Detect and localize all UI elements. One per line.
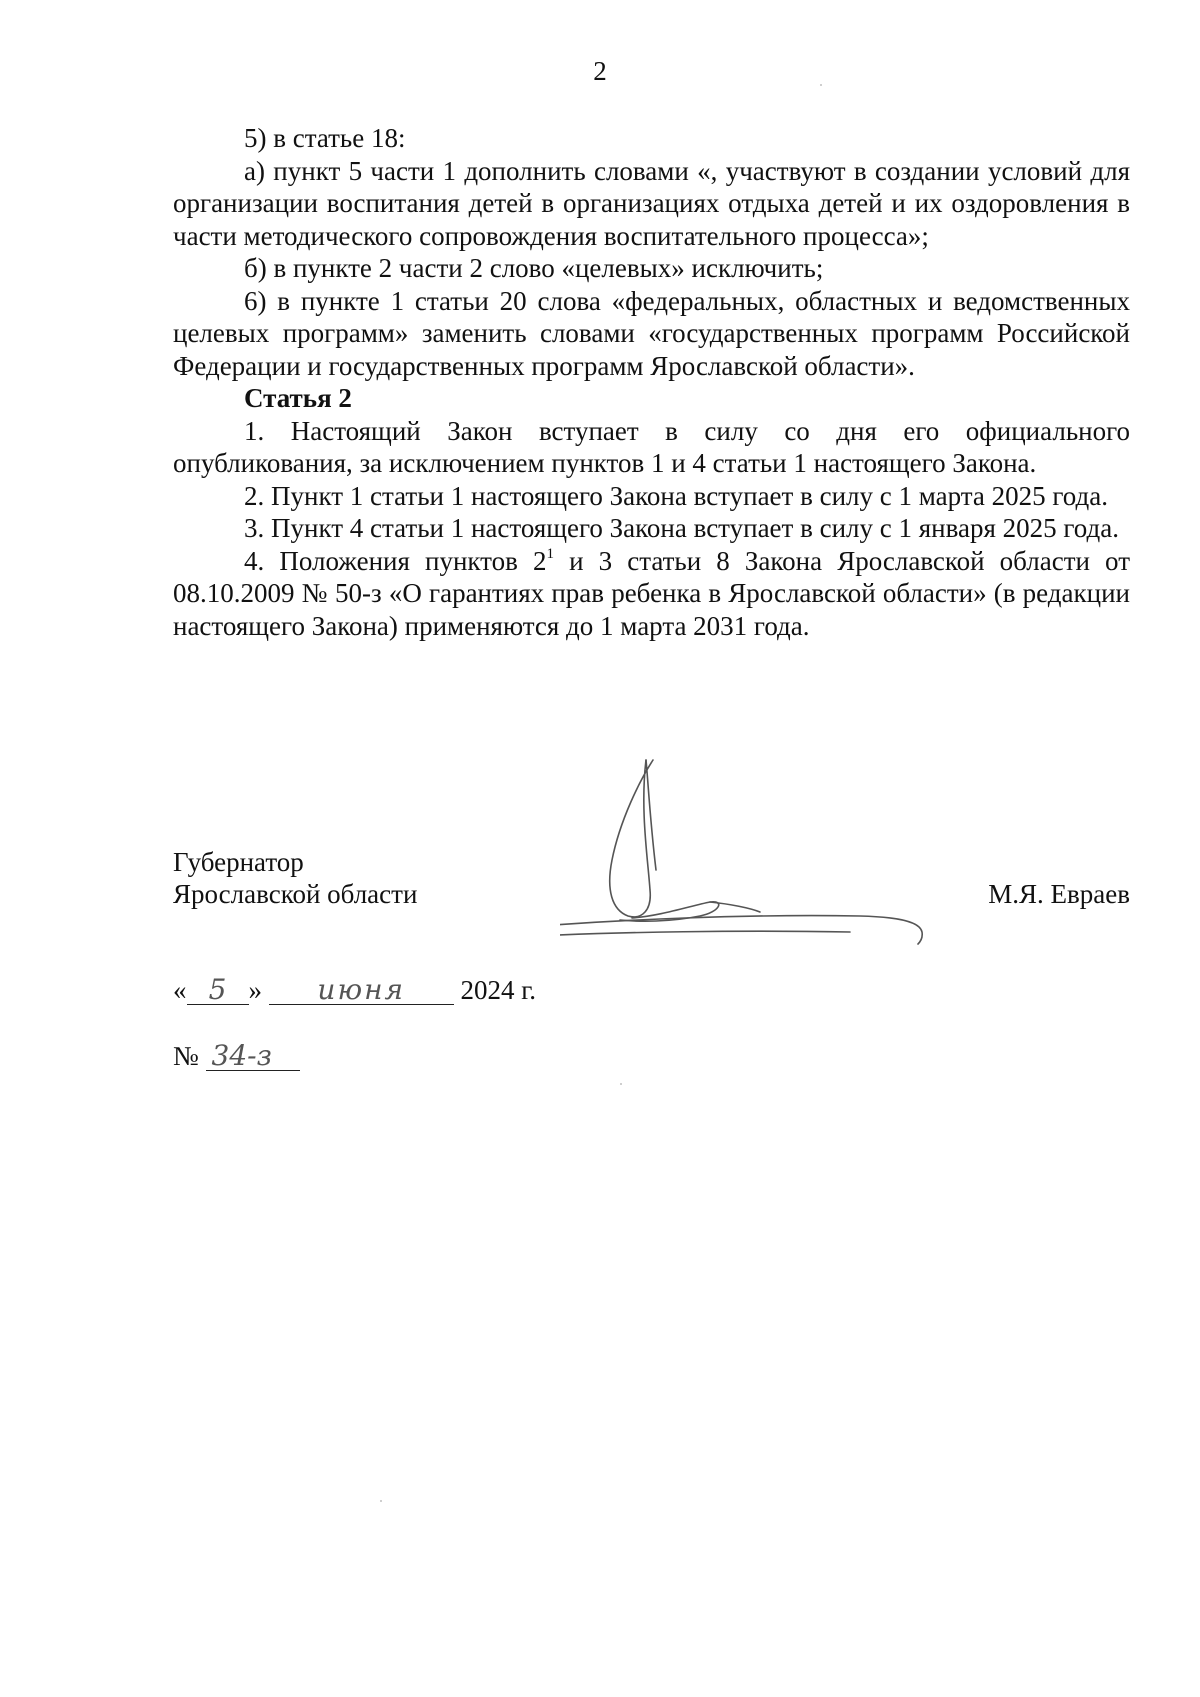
signing-date	[173, 974, 536, 1006]
date-open-quote: «	[173, 975, 187, 1005]
article-2-item-4	[173, 545, 1130, 643]
date-year: 2024 г.	[460, 975, 537, 1005]
article-2-item-2: 2. Пункт 1 статьи 1 настоящего Закона вступает в силу с 1 марта 2025 года.	[244, 480, 1108, 511]
date-day: 5	[187, 976, 249, 1005]
governor-title-line-2: Ярославской области	[173, 879, 418, 909]
paragraph-5a: а) пункт 5 части 1 дополнить словами «, участвуют в создании условий для организации воспитания детей в организациях отдыха детей и их оздоровления в части методического сопровождения воспитательного процесса»;	[173, 155, 1130, 251]
item-4-text-start: 4. Положения пунктов 2	[244, 545, 547, 576]
governor-name: М.Я. Евраев	[988, 879, 1130, 909]
date-close-quote: »	[248, 975, 262, 1005]
governor-title	[173, 846, 417, 910]
paragraph-5b: б) в пункте 2 части 2 слово «целевых» исключить;	[244, 253, 824, 283]
page-number: 2	[593, 56, 607, 86]
document-body	[173, 122, 1130, 642]
number-value: 34-з	[206, 1042, 300, 1071]
number-label: №	[173, 1041, 199, 1071]
paragraph-6: 6) в пункте 1 статьи 20 слова «федеральных, областных и ведомственных целевых программ» заменить словами «государственных программ Российской Федерации и государственных программ Ярославской области».	[173, 285, 1130, 381]
handwritten-signature	[560, 740, 980, 950]
article-2-title: Статья 2	[244, 383, 352, 413]
date-month: июня	[269, 976, 454, 1005]
scan-speck	[620, 1083, 622, 1085]
scan-speck	[380, 1500, 382, 1502]
article-2-item-1: 1. Настоящий Закон вступает в силу со дня его официального опубликования, за исключением пунктов 1 и 4 статьи 1 настоящего Закона.	[173, 415, 1130, 478]
law-number	[173, 1040, 300, 1072]
article-2-item-3: 3. Пункт 4 статьи 1 настоящего Закона вступает в силу с 1 января 2025 года.	[244, 513, 1119, 543]
scan-speck	[820, 84, 822, 86]
item-4-text-end: и 3 статьи 8 Закона Ярославской области от 08.10.2009 № 50-з «О гарантиях прав ребенка в Ярославской области» (в редакции настоящего Закона) применяются до 1 марта 2031 года.	[173, 545, 1130, 641]
governor-title-line-1: Губернатор	[173, 847, 304, 877]
item-4-superscript: 1	[546, 545, 554, 562]
paragraph-5: 5) в статье 18:	[244, 123, 406, 153]
